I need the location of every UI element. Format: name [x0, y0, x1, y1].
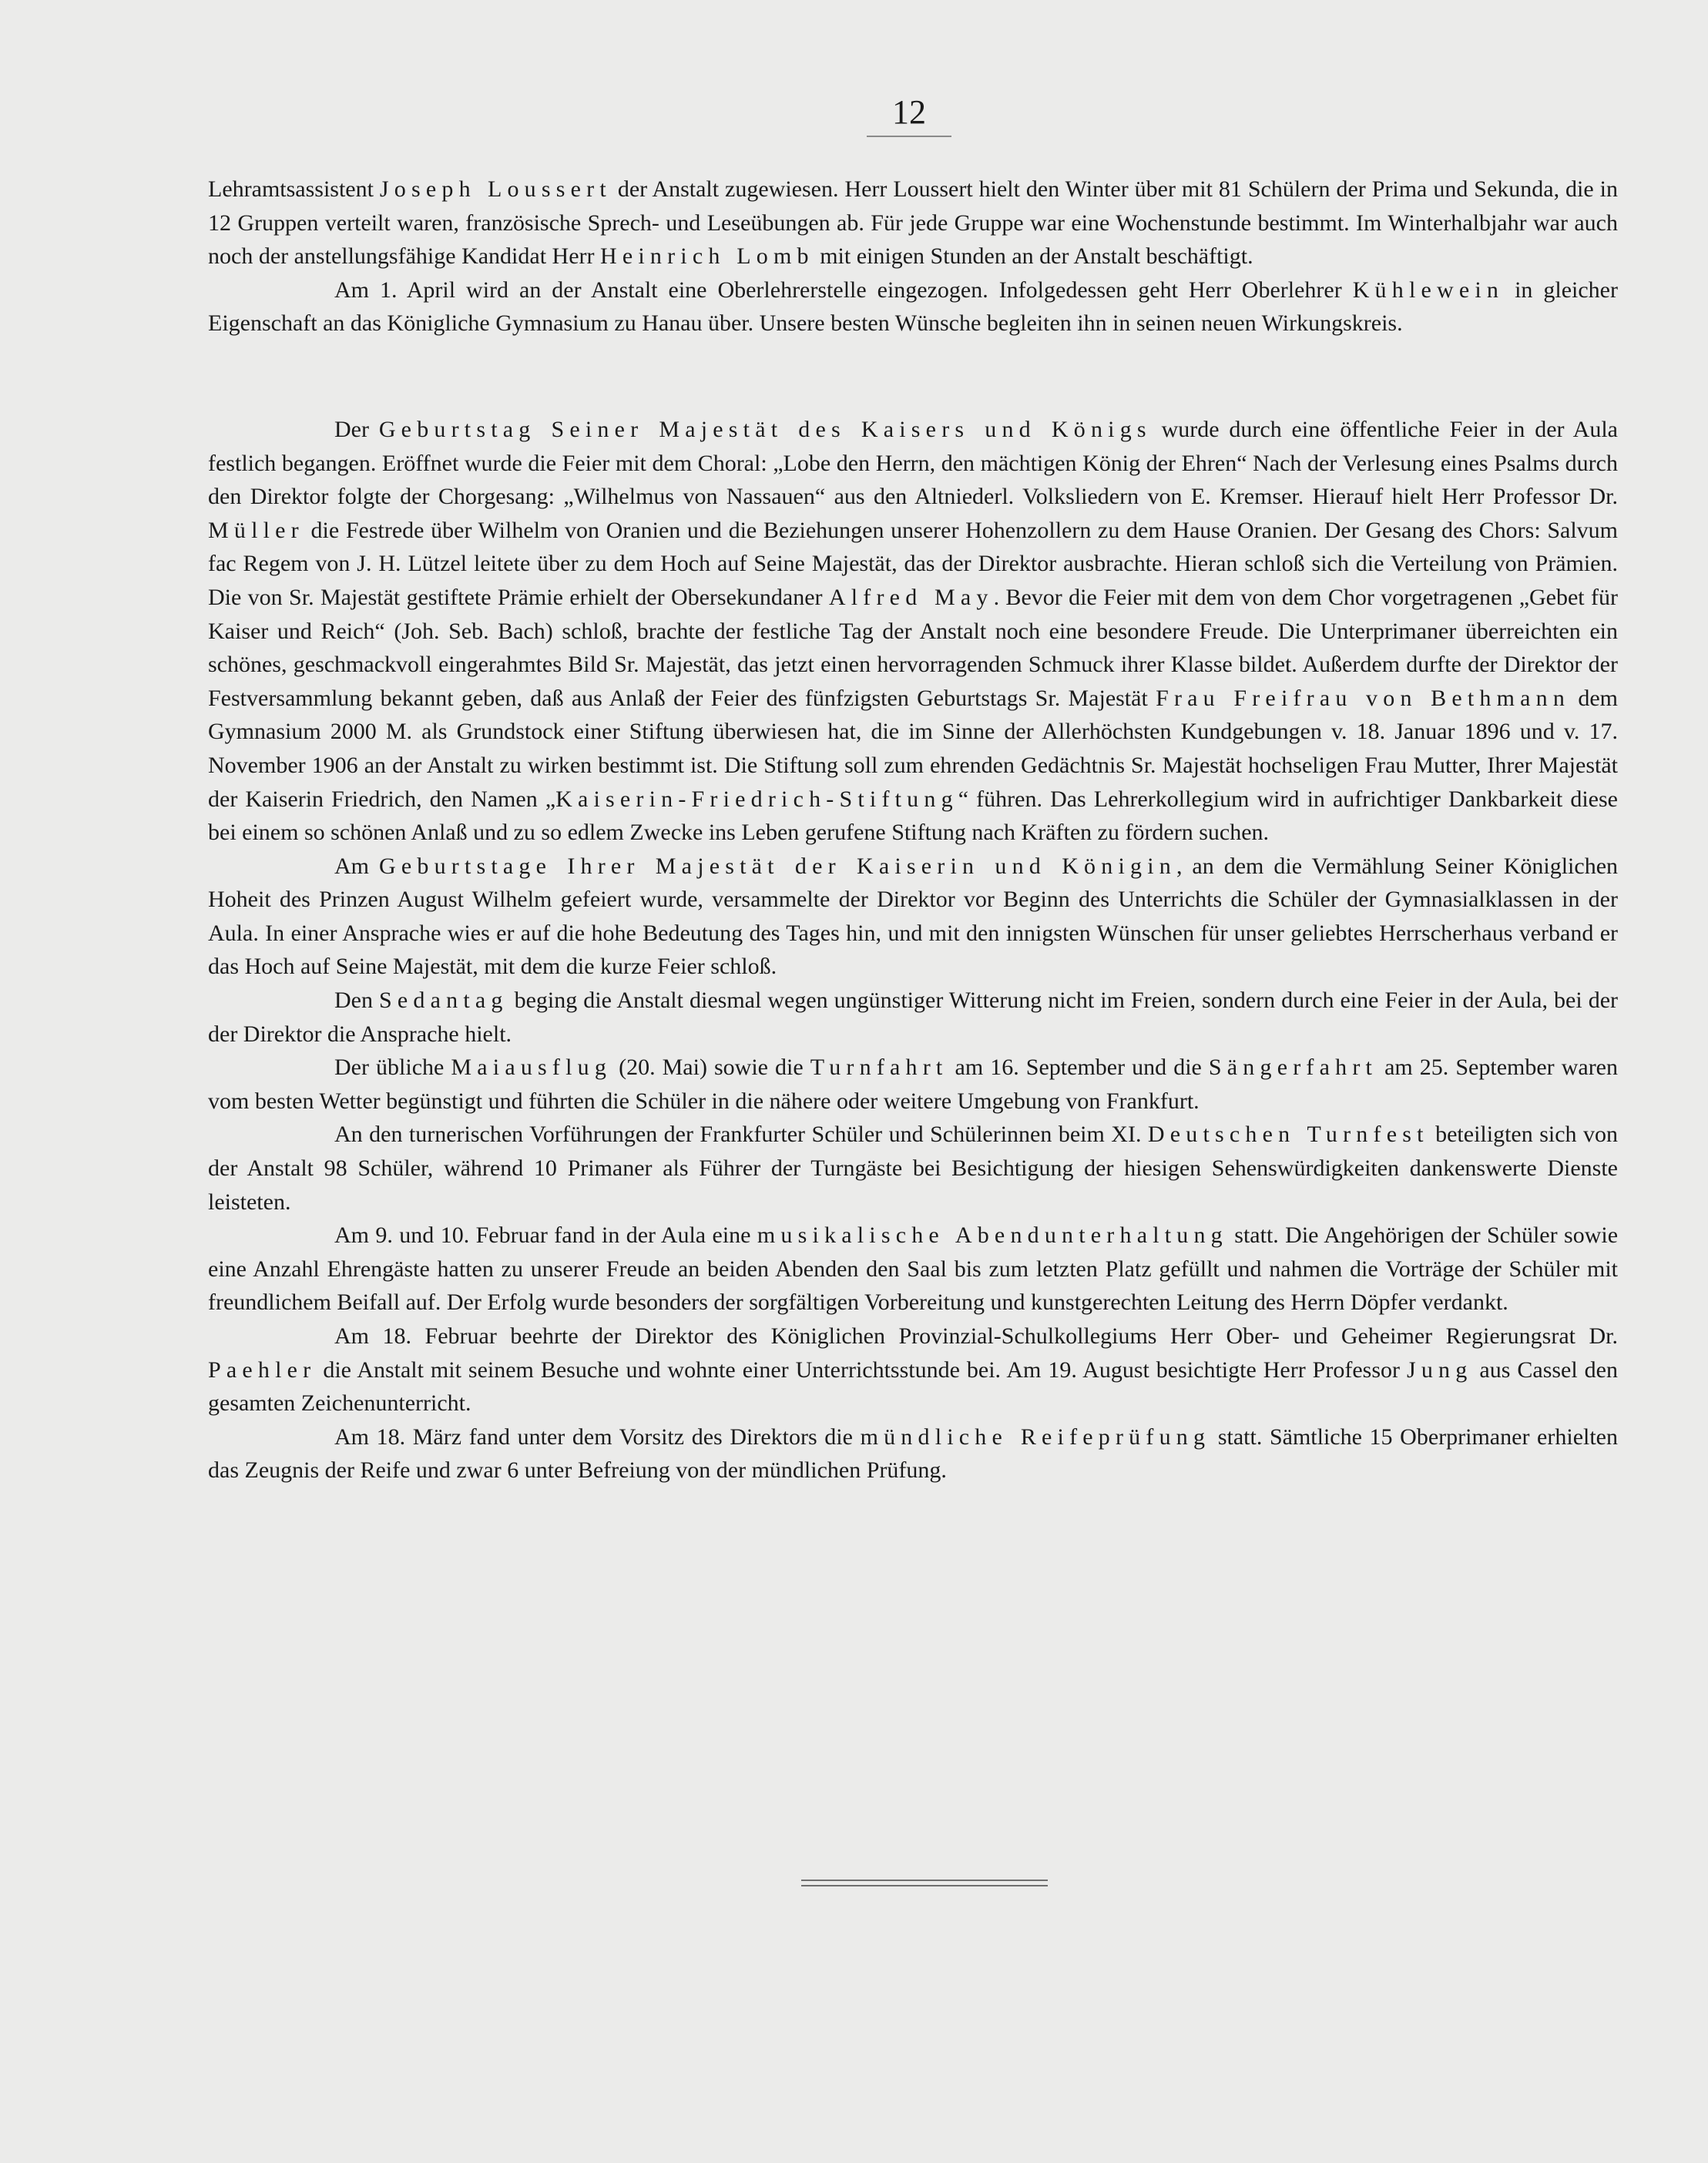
text-run: dem Gymnasium 2000 M. als Grundstock einer Stiftung überwiesen hat, die im Sinne der Allerhöchsten Kundgebungen v. 18. Januar 1896 und v. 17. November 1906 an der Anstalt zu wirken bestimmt ist. Die Stiftung soll zum ehrenden Gedächtnis Sr. Majestät hochseligen Frau Mutter, Ihrer Majestät der Kaiserin Friedrich, den Namen „	[208, 685, 1618, 812]
text-run: aus Cassel den gesamten Zeichenunterricht.	[208, 1356, 1618, 1417]
text-run: An den turnerischen Vorführungen der Frankfurter Schüler und Schülerinnen beim XI.	[334, 1122, 1148, 1148]
text-run: (20. Mai) sowie die	[612, 1055, 810, 1081]
emphasized-name: Sängerfahrt	[1208, 1055, 1378, 1081]
paragraph	[208, 1219, 1618, 1320]
emphasized-name: mündliche Reifeprüfung	[860, 1424, 1211, 1450]
paragraph	[208, 1118, 1618, 1219]
text-run: mit einigen Stunden an der Anstalt beschäftigt.	[814, 243, 1253, 270]
text-run: . Bevor die Feier mit dem von dem Chor vorgetragenen „Gebet für Kaiser und Reich“ (Joh. Seb. Bach) schloß, brachte der festliche Tag der Anstalt noch eine besondere Freude. Die Unterprimaner überreichten ein schönes, geschmackvoll eingerahmtes Bild Sr. Majestät, das jetzt einen hervorragenden Schmuck ihrer Klasse bildet. Außerdem durfte der Direktor der Festversammlung bekannt geben, daß aus Anlaß der Feier des fünfzigsten Geburtstags Sr. Majestät	[208, 584, 1618, 711]
text-run: die Festrede über Wilhelm von Oranien und die Beziehungen unserer Hohenzollern zu dem Hause Oranien. Der Gesang des Chors: Salvum fac Regem von J. H. Lützel leitete über zu dem Hoch auf Seine Majestät, das der Direktor ausbrachte. Hieran schloß sich die Verteilung von Prämien. Die von Sr. Majestät gestiftete Prämie erhielt der Obersekundaner	[208, 517, 1618, 610]
text-run: Lehramtsassistent	[208, 176, 380, 202]
text-run: der Anstalt zugewiesen. Herr Loussert hielt den Winter über mit 81 Schülern der Prima und Sekunda, die in 12 Gruppen verteilt waren, französische Sprech- und Leseübungen ab. Für jede Gruppe war eine Wochenstunde bestimmt. Im Winterhalbjahr war auch noch der anstellungsfähige Kandidat Herr	[208, 176, 1618, 270]
text-run: Der übliche	[334, 1055, 451, 1081]
page-number-underline	[867, 136, 951, 137]
text-run: , an dem die Vermählung Seiner Königlichen Hoheit des Prinzen August Wilhelm gefeiert wurde, versammelte der Direktor vor Beginn des Unterrichts die Schüler der Gymnasialklassen in der Aula. In einer Ansprache wies er auf die hohe Bedeutung des Tages hin, und mit den innigsten Wünschen für unser geliebtes Herrscherhaus verband er das Hoch auf Seine Majestät, mit dem die kurze Feier schloß.	[208, 853, 1619, 980]
page-number: 12	[892, 93, 926, 131]
text-run: Am	[334, 853, 379, 879]
body-text	[208, 173, 1618, 1487]
paragraph	[208, 1051, 1618, 1118]
text-run: Am 18. März fand unter dem Vorsitz des Direktors die	[334, 1424, 861, 1450]
text-run: in gleicher Eigenschaft an das Königliche Gymnasium zu Hanau über. Unsere besten Wünsche begleiten ihn in seinen neuen Wirkungskreis.	[208, 277, 1618, 337]
emphasized-name: musikalische Abendunterhaltung	[757, 1222, 1228, 1249]
text-run: Am 9. und 10. Februar fand in der Aula eine	[334, 1222, 757, 1249]
emphasized-name: Frau Freifrau von Bethmann	[1156, 685, 1571, 711]
paragraph	[208, 413, 1618, 850]
text-run: statt. Die Angehörigen der Schüler sowie eine Anzahl Ehrengäste hatten zu unserer Freude an beiden Abenden den Saal bis zum letzten Platz gefüllt und nahmen die Vorträge der Schüler mit freundlichem Beifall auf. Der Erfolg wurde besonders der sorgfältigen Vorbereitung und kunstgerechten Leitung des Herrn Döpfer verdankt.	[208, 1222, 1619, 1316]
emphasized-name: Geburtstage Ihrer Majestät der Kaiserin und Königin	[379, 853, 1176, 879]
text-run: statt. Sämtliche 15 Oberprimaner erhielten das Zeugnis der Reife und zwar 6 unter Befreiung von der mündlichen Prüfung.	[208, 1424, 1619, 1484]
text-run: Der	[334, 416, 379, 442]
paragraph	[208, 984, 1618, 1051]
emphasized-name: Joseph Loussert	[379, 176, 612, 202]
paragraph	[208, 1420, 1618, 1487]
text-run: Am 1. April wird an der Anstalt eine Oberlehrerstelle eingezogen. Infolgedessen geht Herr Oberlehrer	[334, 277, 1353, 303]
paragraph	[208, 273, 1618, 340]
paragraph	[208, 173, 1618, 273]
text-run: die Anstalt mit seinem Besuche und wohnte einer Unterrichtsstunde bei. Am 19. August besichtigte Herr Professor	[316, 1356, 1407, 1383]
emphasized-name: Kühlewein	[1352, 277, 1505, 303]
paragraph	[208, 1320, 1618, 1420]
text-run: am 16. September und die	[948, 1055, 1209, 1081]
emphasized-name: Maiausflug	[451, 1055, 612, 1081]
text-run: “ führen. Das Lehrerkollegium wird in aufrichtiger Dankbarkeit diese bei einem so schönen Anlaß und zu so edlem Zwecke ins Leben gerufene Stiftung nach Kräften zu fördern suchen.	[208, 786, 1618, 846]
emphasized-name: Deutschen Turnfest	[1147, 1122, 1429, 1148]
emphasized-name: Turnfahrt	[810, 1055, 948, 1081]
section-end-rule-bottom	[801, 1885, 1048, 1886]
section-end-rule-top	[801, 1880, 1048, 1881]
emphasized-name: Jung	[1406, 1356, 1473, 1383]
text-run: wurde durch eine öffentliche Feier in der Aula festlich begangen. Eröffnet wurde die Feier mit dem Choral: „Lobe den Herrn, den mächtigen König der Ehren“ Nach der Verlesung eines Psalms durch den Direktor folgte der Chorgesang: „Wilhelmus von Nassauen“ aus den Altniederl. Volksliedern von E. Kremser. Hierauf hielt Herr Professor Dr.	[208, 416, 1618, 510]
emphasized-name: Müller	[208, 517, 304, 543]
text-run: beging die Anstalt diesmal wegen ungünstiger Witterung nicht im Freien, sondern durch eine Feier in der Aula, bei der der Direktor die Ansprache hielt.	[208, 988, 1619, 1047]
emphasized-name: Kaiserin-Friedrich-Stiftung	[555, 786, 958, 812]
text-run: Am 18. Februar beehrte der Direktor des Königlichen Provinzial-Schulkollegiums Herr Ober- und Geheimer Regierungsrat Dr.	[334, 1323, 1618, 1349]
text-run: am 25. September waren vom besten Wetter begünstigt und führten die Schüler in die nähere oder weitere Umgebung von Frankfurt.	[208, 1055, 1618, 1114]
emphasized-name: Sedantag	[379, 988, 508, 1014]
emphasized-name: Alfred May	[828, 584, 994, 610]
text-run: beteiligten sich von der Anstalt 98 Schüler, während 10 Primaner als Führer der Turngäste bei Besichtigung der hiesigen Sehenswürdigkeiten dankenswerte Dienste leisteten.	[208, 1122, 1618, 1215]
paragraph	[208, 850, 1618, 984]
emphasized-name: Paehler	[208, 1356, 317, 1383]
emphasized-name: Heinrich Lomb	[600, 243, 814, 270]
emphasized-name: Geburtstag Seiner Majestät des Kaisers und Königs	[378, 416, 1152, 442]
text-run: Den	[334, 988, 380, 1014]
